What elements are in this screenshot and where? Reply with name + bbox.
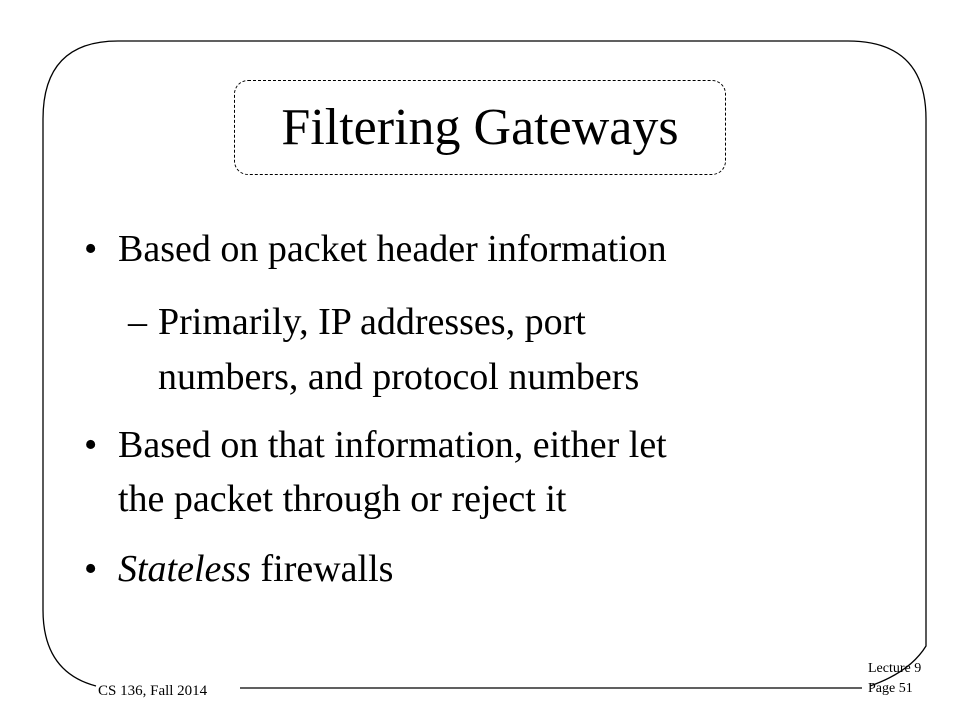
footer-course: CS 136, Fall 2014 xyxy=(98,683,208,699)
bullet-marker: • xyxy=(84,548,98,590)
bullet-2-line-2: the packet through or reject it xyxy=(118,478,567,520)
bullet-3-rest: firewalls xyxy=(250,548,394,590)
bullet-1-text: Based on packet header information xyxy=(118,228,667,270)
title-box xyxy=(234,80,726,175)
sub-bullet-1-line-2: numbers, and protocol numbers xyxy=(158,356,640,398)
footer-page-info xyxy=(868,659,921,699)
bullet-2-line-1: Based on that information, either let xyxy=(118,424,667,466)
bullet-3-italic: Stateless xyxy=(118,548,251,590)
footer-lecture: Lecture 9 xyxy=(868,661,922,676)
sub-bullet-1-line-1: Primarily, IP addresses, port xyxy=(158,301,586,343)
dash-marker: – xyxy=(128,301,147,343)
footer-page: Page 51 xyxy=(868,681,913,696)
slide-title: Filtering Gateways xyxy=(281,98,679,156)
bullet-marker: • xyxy=(84,424,98,466)
bullet-3-text xyxy=(118,550,393,588)
bullet-marker: • xyxy=(84,228,98,270)
